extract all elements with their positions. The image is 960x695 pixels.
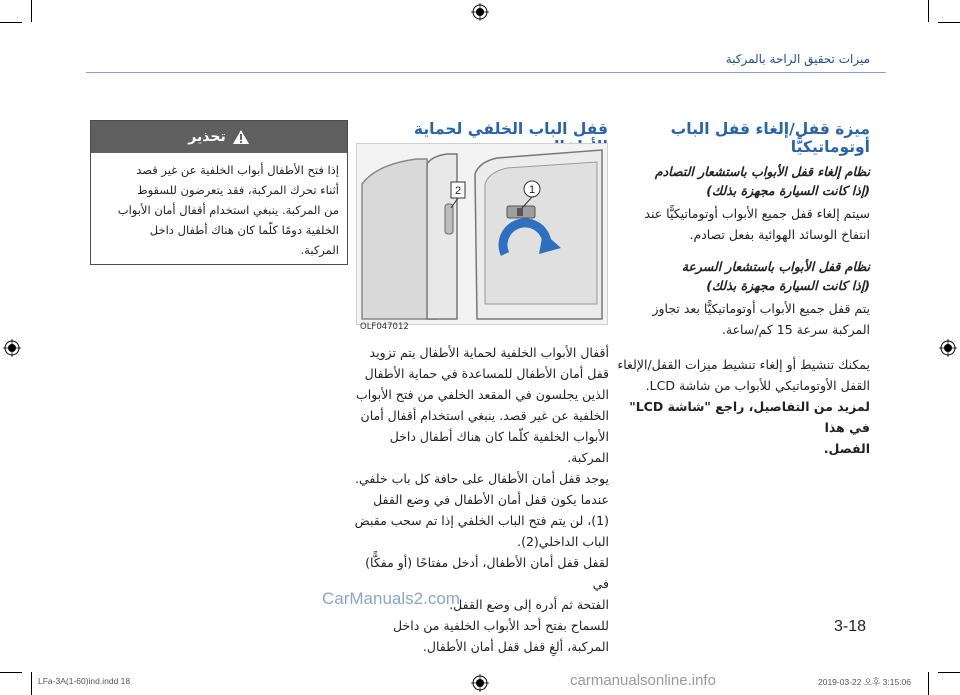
figure-code: OLF047012	[360, 322, 409, 332]
paragraph-line: انتفاخ الوسائد الهوائية بفعل تصادم.	[689, 227, 870, 242]
paragraph-line: المركبة، ألغِ قفل قفل أمان الأطفال.	[422, 639, 609, 654]
paragraph-line: أقفال الأبواب الخلفية لحماية الأطفال يتم تزويد	[369, 345, 609, 360]
paragraph-line: عندما يكون قفل أمان الأطفال في وضع القفل	[373, 492, 609, 507]
section-title: ميزة قفل/إلغاء قفل الباب أوتوماتيكيًّا	[670, 120, 870, 156]
subheading-note: (إذا كانت السيارة مجهزة بذلك)	[706, 278, 870, 293]
crop-mark	[0, 22, 22, 23]
paragraph-line: قفل أمان الأطفال للمساعدة في حماية الأطفال	[364, 366, 609, 381]
warning-line: المركبة.	[300, 243, 339, 257]
slug-date: 2019-03-22 오후 3:15:06	[818, 677, 911, 687]
child-lock-illustration	[356, 143, 608, 325]
running-header: ميزات تحقيق الراحة بالمركبة	[725, 52, 870, 66]
callout-1: 1	[528, 184, 536, 196]
warning-line: من المركبة. ينبغي استخدام أقفال أمان الأبواب	[117, 203, 339, 217]
crop-mark	[31, 672, 32, 695]
crop-mark	[938, 22, 960, 23]
crop-mark	[938, 672, 960, 673]
paragraph-line: لقفل قفل أمان الأطفال، أدخل مفتاحًا (أو مفكًّا) في	[365, 555, 609, 591]
crop-mark	[31, 0, 32, 22]
subheading: نظام إلغاء قفل الأبواب باستشعار التصادم	[654, 164, 870, 179]
registration-mark-icon	[3, 339, 21, 357]
paragraph-line-bold: لمزيد من التفاصيل، راجع "شاشة LCD" في هذا	[629, 399, 870, 435]
paragraph-line: سيتم إلغاء قفل جميع الأبواب أوتوماتيكيًّا عند	[644, 206, 870, 221]
subheading: نظام قفل الأبواب باستشعار السرعة	[681, 259, 870, 274]
warning-box	[90, 120, 348, 265]
paragraph-line: يتم قفل جميع الأبواب أوتوماتيكيًّا بعد تجاوز	[652, 301, 870, 316]
paragraph-line: المركبة سرعة 15 كم/ساعة.	[721, 322, 870, 337]
warning-triangle-icon	[232, 129, 250, 145]
watermark: CarManuals2.com	[322, 589, 460, 608]
header-rule	[86, 72, 886, 73]
paragraph-line: القفل الأوتوماتيكي للأبواب من شاشة LCD.	[645, 378, 870, 393]
callout-2: 2	[454, 185, 462, 197]
warning-line: إذا فتح الأطفال أبواب الخلفية عن غير قصد	[136, 163, 339, 177]
file-slug: LFa-3A(1-60)ind.indd 18	[38, 676, 131, 686]
child-lock-body	[354, 342, 609, 657]
paragraph-line: الفتحة ثم أدره إلى وضع القفل.	[449, 597, 609, 612]
paragraph-line: الخلفية عن غير قصد. ينبغي استخدام أقفال أمان	[360, 408, 609, 423]
registration-mark-icon	[939, 339, 957, 357]
paragraph-line: يوجد قفل أمان الأطفال على حافة كل باب خلفي.	[355, 471, 609, 486]
door-illustration	[357, 144, 607, 324]
subheading-note: (إذا كانت السيارة مجهزة بذلك)	[706, 183, 870, 198]
page-number: 3-18	[833, 618, 866, 635]
paragraph-line: (1)، لن يتم فتح الباب الخلفي إذا تم سحب مقبض	[354, 513, 609, 528]
paragraph-line: للسماح بفتح أحد الأبواب الخلفية من داخل	[393, 618, 609, 633]
paragraph-line: الذين يجلسون في المقعد الخلفي من فتح الأبواب	[356, 387, 609, 402]
paragraph-line: يمكنك تنشيط أو إلغاء تنشيط ميزات القفل/الإلغاء	[617, 357, 870, 372]
warning-line: أثناء تحرك المركبة، فقد يتعرضون للسقوط	[136, 183, 339, 197]
warning-body	[91, 153, 347, 260]
registration-mark-icon	[471, 674, 489, 692]
crop-mark	[928, 0, 929, 22]
warning-header	[91, 121, 347, 153]
watermark-bottom: carmanualsonline.info	[570, 672, 716, 689]
warning-line: الخلفية دومًا كلّما كان هناك أطفال داخل	[149, 223, 339, 237]
paragraph-line: الأبواب الخلفية كلّما كان هناك أطفال داخل المركبة.	[389, 429, 609, 465]
section-title: قفل الباب الخلفي لحماية	[413, 120, 608, 138]
auto-door-lock-section	[608, 120, 870, 459]
paragraph-line: الباب الداخلي(2).	[517, 534, 609, 549]
warning-title: تحذير	[188, 129, 226, 145]
crop-mark	[0, 672, 22, 673]
registration-mark-icon	[471, 3, 489, 21]
crop-mark	[928, 672, 929, 695]
paragraph-line-bold: الفصل.	[823, 441, 870, 456]
